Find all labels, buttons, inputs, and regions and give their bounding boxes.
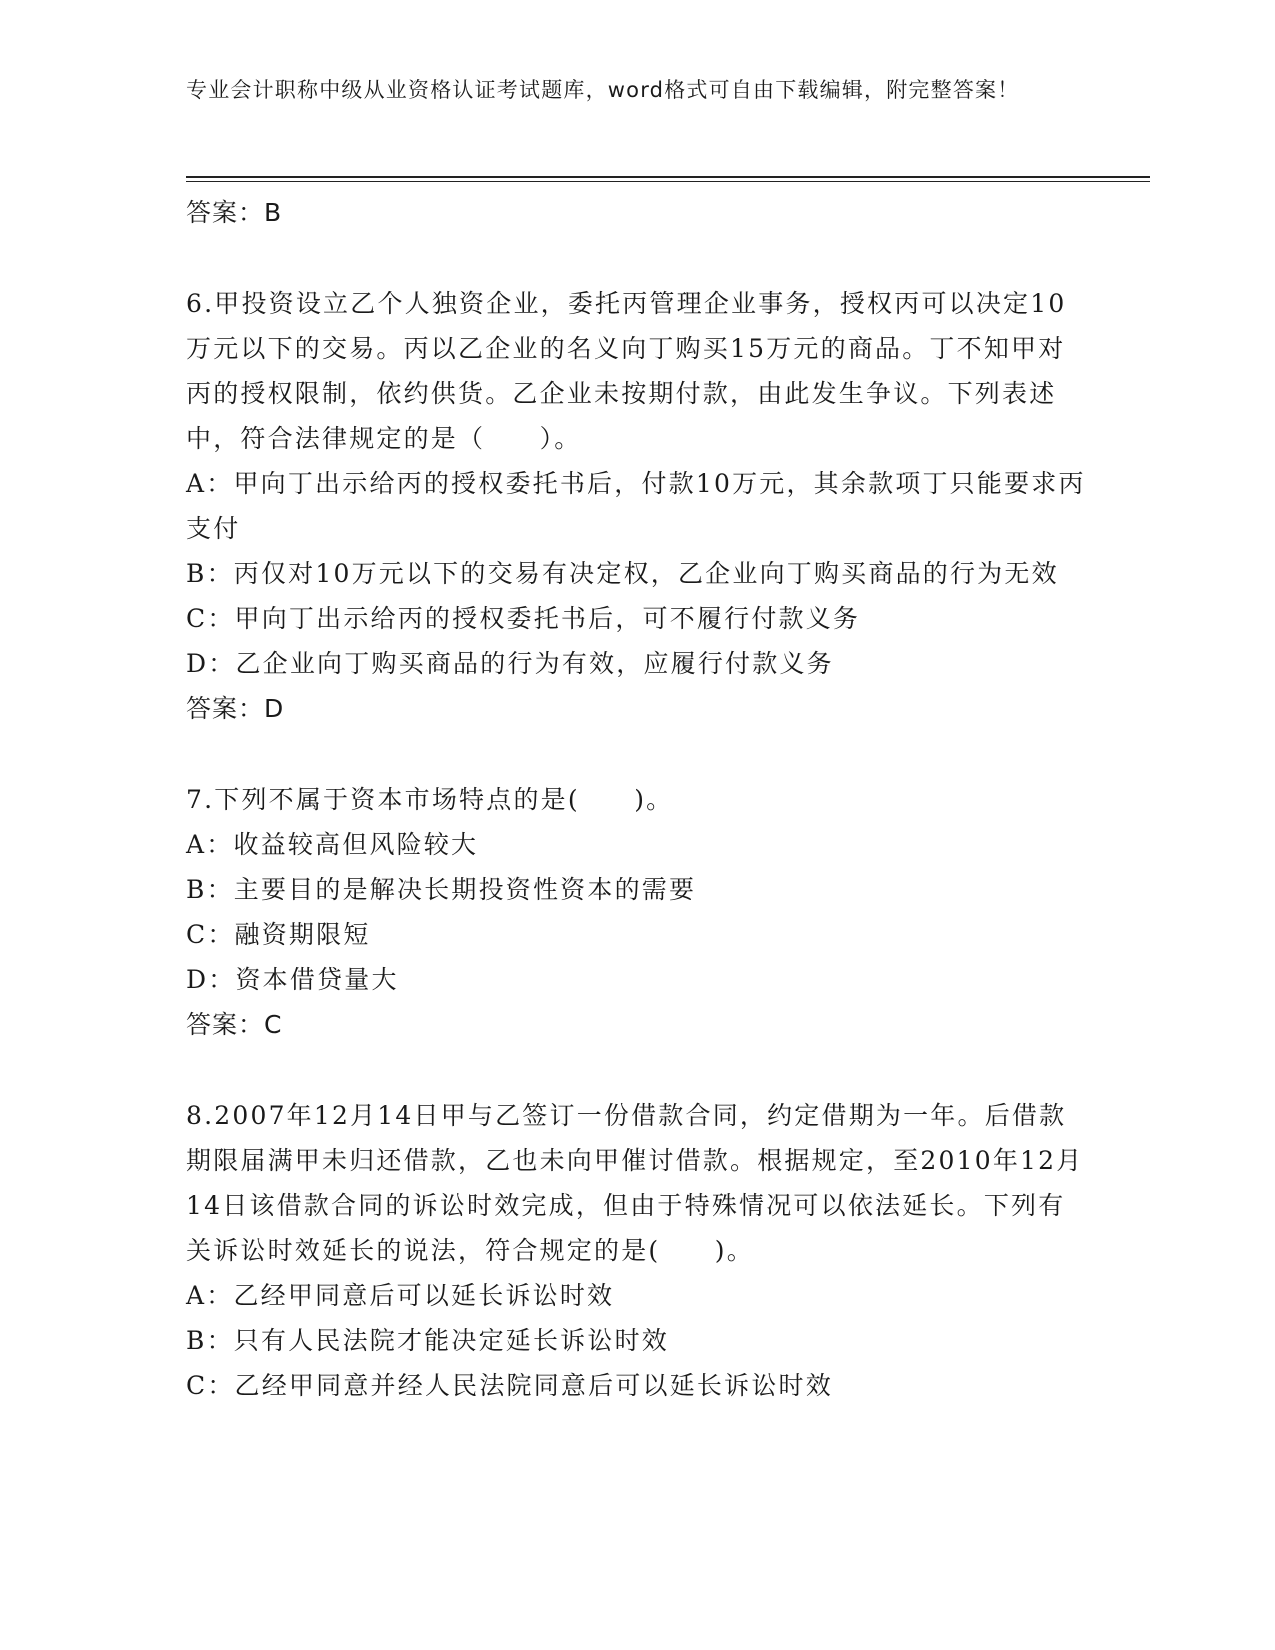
spacer <box>186 1047 1086 1093</box>
question-7-text: 7.下列不属于资本市场特点的是( )。 <box>186 785 674 814</box>
spacer <box>186 235 1086 281</box>
document-header: 专业会计职称中级从业资格认证考试题库，word格式可自由下载编辑，附完整答案！ <box>186 78 1020 102</box>
question-7-option-b: B：主要目的是解决长期投资性资本的需要 <box>186 875 697 904</box>
question-6-option-d: D：乙企业向丁购买商品的行为有效，应履行付款义务 <box>186 649 834 678</box>
answer-6: 答案：D <box>186 694 285 723</box>
answer-7: 答案：C <box>186 1010 283 1039</box>
question-7-option-a: A：收益较高但风险较大 <box>186 830 479 859</box>
question-content <box>186 190 1086 1408</box>
question-7-option-d: D：资本借贷量大 <box>186 965 399 994</box>
question-8-option-a: A：乙经甲同意后可以延长诉讼时效 <box>186 1281 615 1310</box>
header-divider-thick <box>186 176 1150 178</box>
question-8-text: 8.2007年12月14日甲与乙签订一份借款合同，约定借期为一年。后借款期限届满甲未归还借款，乙也未向甲催讨借款。根据规定，至2010年12月14日该借款合同的诉讼时效完成，但由于特殊情况可以依法延长。下列有关诉讼时效延长的说法，符合规定的是( )。 <box>186 1101 1084 1265</box>
answer-5: 答案：B <box>186 198 283 227</box>
spacer <box>186 731 1086 777</box>
question-6-text: 6.甲投资设立乙个人独资企业，委托丙管理企业事务，授权丙可以决定10万元以下的交易。丙以乙企业的名义向丁购买15万元的商品。丁不知甲对丙的授权限制，依约供货。乙企业未按期付款，由此发生争议。下列表述中，符合法律规定的是（ ）。 <box>186 289 1067 453</box>
question-6-option-b: B：丙仅对10万元以下的交易有决定权，乙企业向丁购买商品的行为无效 <box>186 559 1059 588</box>
header-divider-thin <box>186 181 1150 182</box>
question-7-option-c: C：融资期限短 <box>186 920 371 949</box>
question-6-option-a: A：甲向丁出示给丙的授权委托书后，付款10万元，其余款项丁只能要求丙支付 <box>186 469 1086 543</box>
question-8-option-c: C：乙经甲同意并经人民法院同意后可以延长诉讼时效 <box>186 1371 833 1400</box>
question-6-option-c: C：甲向丁出示给丙的授权委托书后，可不履行付款义务 <box>186 604 861 633</box>
question-8-option-b: B：只有人民法院才能决定延长诉讼时效 <box>186 1326 669 1355</box>
